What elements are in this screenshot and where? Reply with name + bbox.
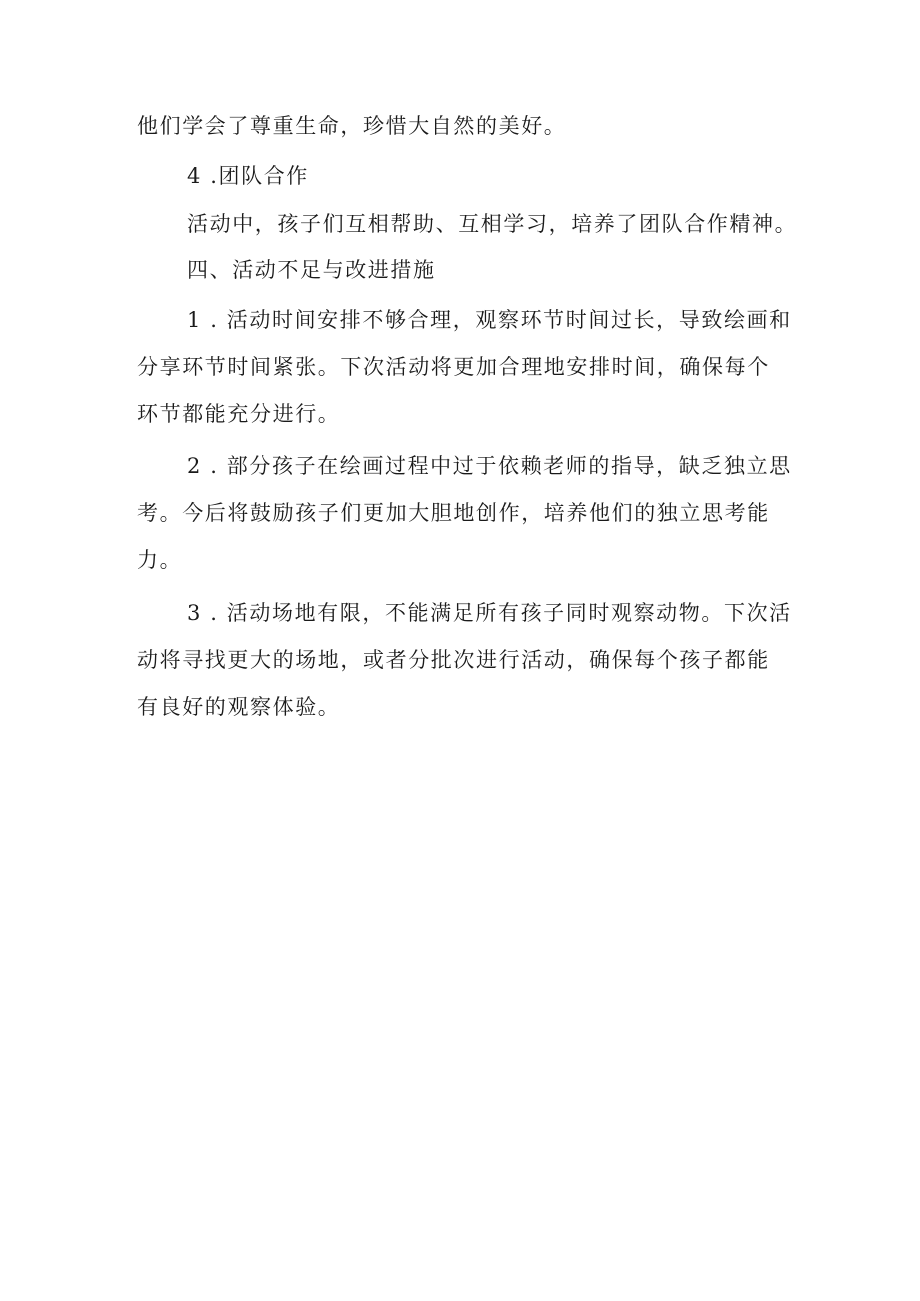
text-line: 有良好的观察体验。 <box>137 695 341 719</box>
item-4-body <box>137 201 817 248</box>
text-line: 1 . 活动时间安排不够合理，观察环节时间过长，导致绘画和 <box>187 308 792 332</box>
text-line: 考。今后将鼓励孩子们更加大胆地创作，培养他们的独立思考能 <box>137 501 770 525</box>
text-line: 四、活动不足与改进措施 <box>187 258 436 282</box>
item-4-heading <box>137 153 817 200</box>
text-line: 活动中，孩子们互相帮助、互相学习，培养了团队合作精神。 <box>187 212 798 236</box>
point-3-paragraph <box>137 590 817 731</box>
point-1-paragraph <box>137 297 817 438</box>
paragraph-continuation <box>137 103 817 150</box>
point-2-paragraph <box>137 443 817 584</box>
text-line: 2 . 部分孩子在绘画过程中过于依赖老师的指导，缺乏独立思 <box>187 454 792 478</box>
text-line: 动将寻找更大的场地，或者分批次进行活动，确保每个孩子都能 <box>137 648 770 672</box>
text-line: 环节都能充分进行。 <box>137 402 341 426</box>
text-line: 分享环节时间紧张。下次活动将更加合理地安排时间，确保每个 <box>137 355 770 379</box>
section-4-heading <box>137 247 817 294</box>
text-line: 4 .团队合作 <box>187 164 309 188</box>
text-line: 3 . 活动场地有限，不能满足所有孩子同时观察动物。下次活 <box>187 601 792 625</box>
text-line: 他们学会了尊重生命，珍惜大自然的美好。 <box>137 114 567 138</box>
text-line: 力。 <box>137 548 183 572</box>
